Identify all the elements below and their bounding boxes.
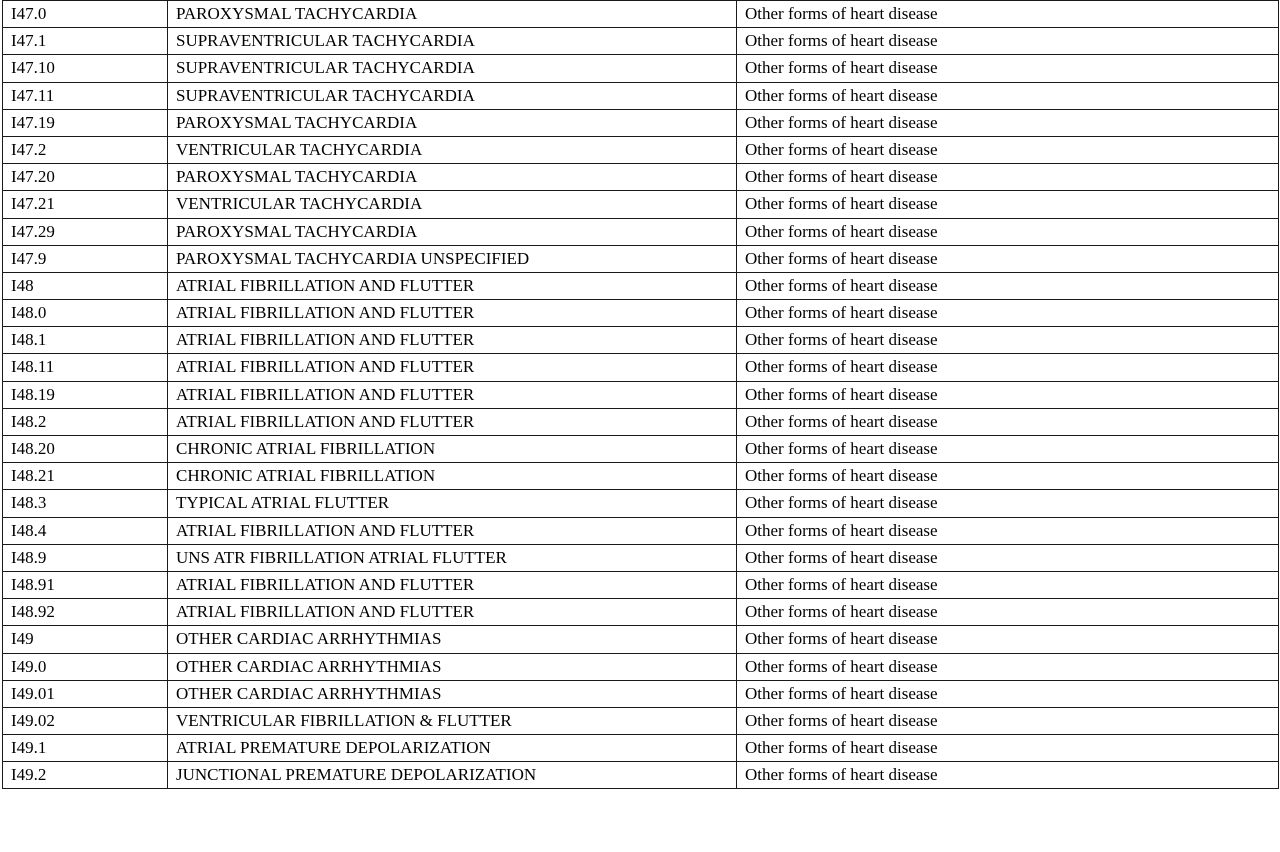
description-cell: VENTRICULAR TACHYCARDIA (168, 191, 737, 218)
description-cell: CHRONIC ATRIAL FIBRILLATION (168, 436, 737, 463)
description-cell: VENTRICULAR TACHYCARDIA (168, 136, 737, 163)
table-row (3, 680, 1279, 707)
code-cell: I48 (3, 272, 168, 299)
description-cell: SUPRAVENTRICULAR TACHYCARDIA (168, 55, 737, 82)
code-cell: I48.4 (3, 517, 168, 544)
category-cell: Other forms of heart disease (737, 245, 1279, 272)
description-cell: OTHER CARDIAC ARRHYTHMIAS (168, 626, 737, 653)
description-cell: JUNCTIONAL PREMATURE DEPOLARIZATION (168, 762, 737, 789)
code-cell: I47.21 (3, 191, 168, 218)
category-cell: Other forms of heart disease (737, 762, 1279, 789)
category-cell: Other forms of heart disease (737, 653, 1279, 680)
code-cell: I49.1 (3, 735, 168, 762)
description-cell: PAROXYSMAL TACHYCARDIA (168, 218, 737, 245)
table-row (3, 571, 1279, 598)
code-cell: I47.1 (3, 28, 168, 55)
description-cell: ATRIAL FIBRILLATION AND FLUTTER (168, 272, 737, 299)
table-row (3, 28, 1279, 55)
code-cell: I49.2 (3, 762, 168, 789)
category-cell: Other forms of heart disease (737, 218, 1279, 245)
category-cell: Other forms of heart disease (737, 735, 1279, 762)
code-cell: I47.11 (3, 82, 168, 109)
category-cell: Other forms of heart disease (737, 544, 1279, 571)
category-cell: Other forms of heart disease (737, 626, 1279, 653)
description-cell: ATRIAL FIBRILLATION AND FLUTTER (168, 354, 737, 381)
table-row (3, 408, 1279, 435)
code-cell: I47.20 (3, 164, 168, 191)
code-cell: I48.91 (3, 571, 168, 598)
code-cell: I48.3 (3, 490, 168, 517)
description-cell: VENTRICULAR FIBRILLATION & FLUTTER (168, 707, 737, 734)
category-cell: Other forms of heart disease (737, 680, 1279, 707)
category-cell: Other forms of heart disease (737, 381, 1279, 408)
category-cell: Other forms of heart disease (737, 571, 1279, 598)
description-cell: ATRIAL FIBRILLATION AND FLUTTER (168, 571, 737, 598)
category-cell: Other forms of heart disease (737, 28, 1279, 55)
table-row (3, 735, 1279, 762)
description-cell: ATRIAL FIBRILLATION AND FLUTTER (168, 300, 737, 327)
description-cell: CHRONIC ATRIAL FIBRILLATION (168, 463, 737, 490)
category-cell: Other forms of heart disease (737, 463, 1279, 490)
category-cell: Other forms of heart disease (737, 354, 1279, 381)
table-row (3, 55, 1279, 82)
table-row (3, 544, 1279, 571)
category-cell: Other forms of heart disease (737, 707, 1279, 734)
category-cell: Other forms of heart disease (737, 55, 1279, 82)
code-cell: I47.19 (3, 109, 168, 136)
description-cell: ATRIAL FIBRILLATION AND FLUTTER (168, 599, 737, 626)
table-row (3, 164, 1279, 191)
code-cell: I48.0 (3, 300, 168, 327)
code-cell: I48.92 (3, 599, 168, 626)
description-cell: SUPRAVENTRICULAR TACHYCARDIA (168, 28, 737, 55)
code-cell: I49 (3, 626, 168, 653)
code-cell: I47.10 (3, 55, 168, 82)
description-cell: ATRIAL FIBRILLATION AND FLUTTER (168, 517, 737, 544)
table-row (3, 517, 1279, 544)
table-row (3, 762, 1279, 789)
code-cell: I48.20 (3, 436, 168, 463)
table-row (3, 354, 1279, 381)
category-cell: Other forms of heart disease (737, 517, 1279, 544)
code-cell: I48.21 (3, 463, 168, 490)
code-cell: I48.19 (3, 381, 168, 408)
table-row (3, 1, 1279, 28)
table-row (3, 327, 1279, 354)
code-cell: I47.2 (3, 136, 168, 163)
description-cell: PAROXYSMAL TACHYCARDIA (168, 109, 737, 136)
table-row (3, 218, 1279, 245)
category-cell: Other forms of heart disease (737, 191, 1279, 218)
category-cell: Other forms of heart disease (737, 490, 1279, 517)
table-row (3, 136, 1279, 163)
code-cell: I47.0 (3, 1, 168, 28)
table-row (3, 490, 1279, 517)
code-cell: I48.1 (3, 327, 168, 354)
table-row (3, 653, 1279, 680)
table-row (3, 463, 1279, 490)
table-row (3, 626, 1279, 653)
table-row (3, 436, 1279, 463)
code-cell: I47.29 (3, 218, 168, 245)
code-cell: I48.11 (3, 354, 168, 381)
description-cell: PAROXYSMAL TACHYCARDIA (168, 1, 737, 28)
code-cell: I48.2 (3, 408, 168, 435)
description-cell: ATRIAL PREMATURE DEPOLARIZATION (168, 735, 737, 762)
table-row (3, 300, 1279, 327)
description-cell: PAROXYSMAL TACHYCARDIA (168, 164, 737, 191)
diagnosis-code-table (2, 0, 1279, 789)
category-cell: Other forms of heart disease (737, 82, 1279, 109)
category-cell: Other forms of heart disease (737, 272, 1279, 299)
category-cell: Other forms of heart disease (737, 327, 1279, 354)
code-cell: I47.9 (3, 245, 168, 272)
description-cell: ATRIAL FIBRILLATION AND FLUTTER (168, 381, 737, 408)
category-cell: Other forms of heart disease (737, 436, 1279, 463)
table-row (3, 381, 1279, 408)
table-row (3, 191, 1279, 218)
description-cell: PAROXYSMAL TACHYCARDIA UNSPECIFIED (168, 245, 737, 272)
description-cell: UNS ATR FIBRILLATION ATRIAL FLUTTER (168, 544, 737, 571)
description-cell: SUPRAVENTRICULAR TACHYCARDIA (168, 82, 737, 109)
table-row (3, 109, 1279, 136)
category-cell: Other forms of heart disease (737, 599, 1279, 626)
description-cell: OTHER CARDIAC ARRHYTHMIAS (168, 680, 737, 707)
code-cell: I49.01 (3, 680, 168, 707)
category-cell: Other forms of heart disease (737, 109, 1279, 136)
category-cell: Other forms of heart disease (737, 300, 1279, 327)
table-row (3, 245, 1279, 272)
table-row (3, 707, 1279, 734)
description-cell: ATRIAL FIBRILLATION AND FLUTTER (168, 408, 737, 435)
description-cell: TYPICAL ATRIAL FLUTTER (168, 490, 737, 517)
code-cell: I49.02 (3, 707, 168, 734)
category-cell: Other forms of heart disease (737, 136, 1279, 163)
description-cell: ATRIAL FIBRILLATION AND FLUTTER (168, 327, 737, 354)
code-cell: I49.0 (3, 653, 168, 680)
code-cell: I48.9 (3, 544, 168, 571)
category-cell: Other forms of heart disease (737, 164, 1279, 191)
table-row (3, 272, 1279, 299)
category-cell: Other forms of heart disease (737, 408, 1279, 435)
description-cell: OTHER CARDIAC ARRHYTHMIAS (168, 653, 737, 680)
table-body (3, 1, 1279, 789)
table-row (3, 599, 1279, 626)
table-row (3, 82, 1279, 109)
category-cell: Other forms of heart disease (737, 1, 1279, 28)
